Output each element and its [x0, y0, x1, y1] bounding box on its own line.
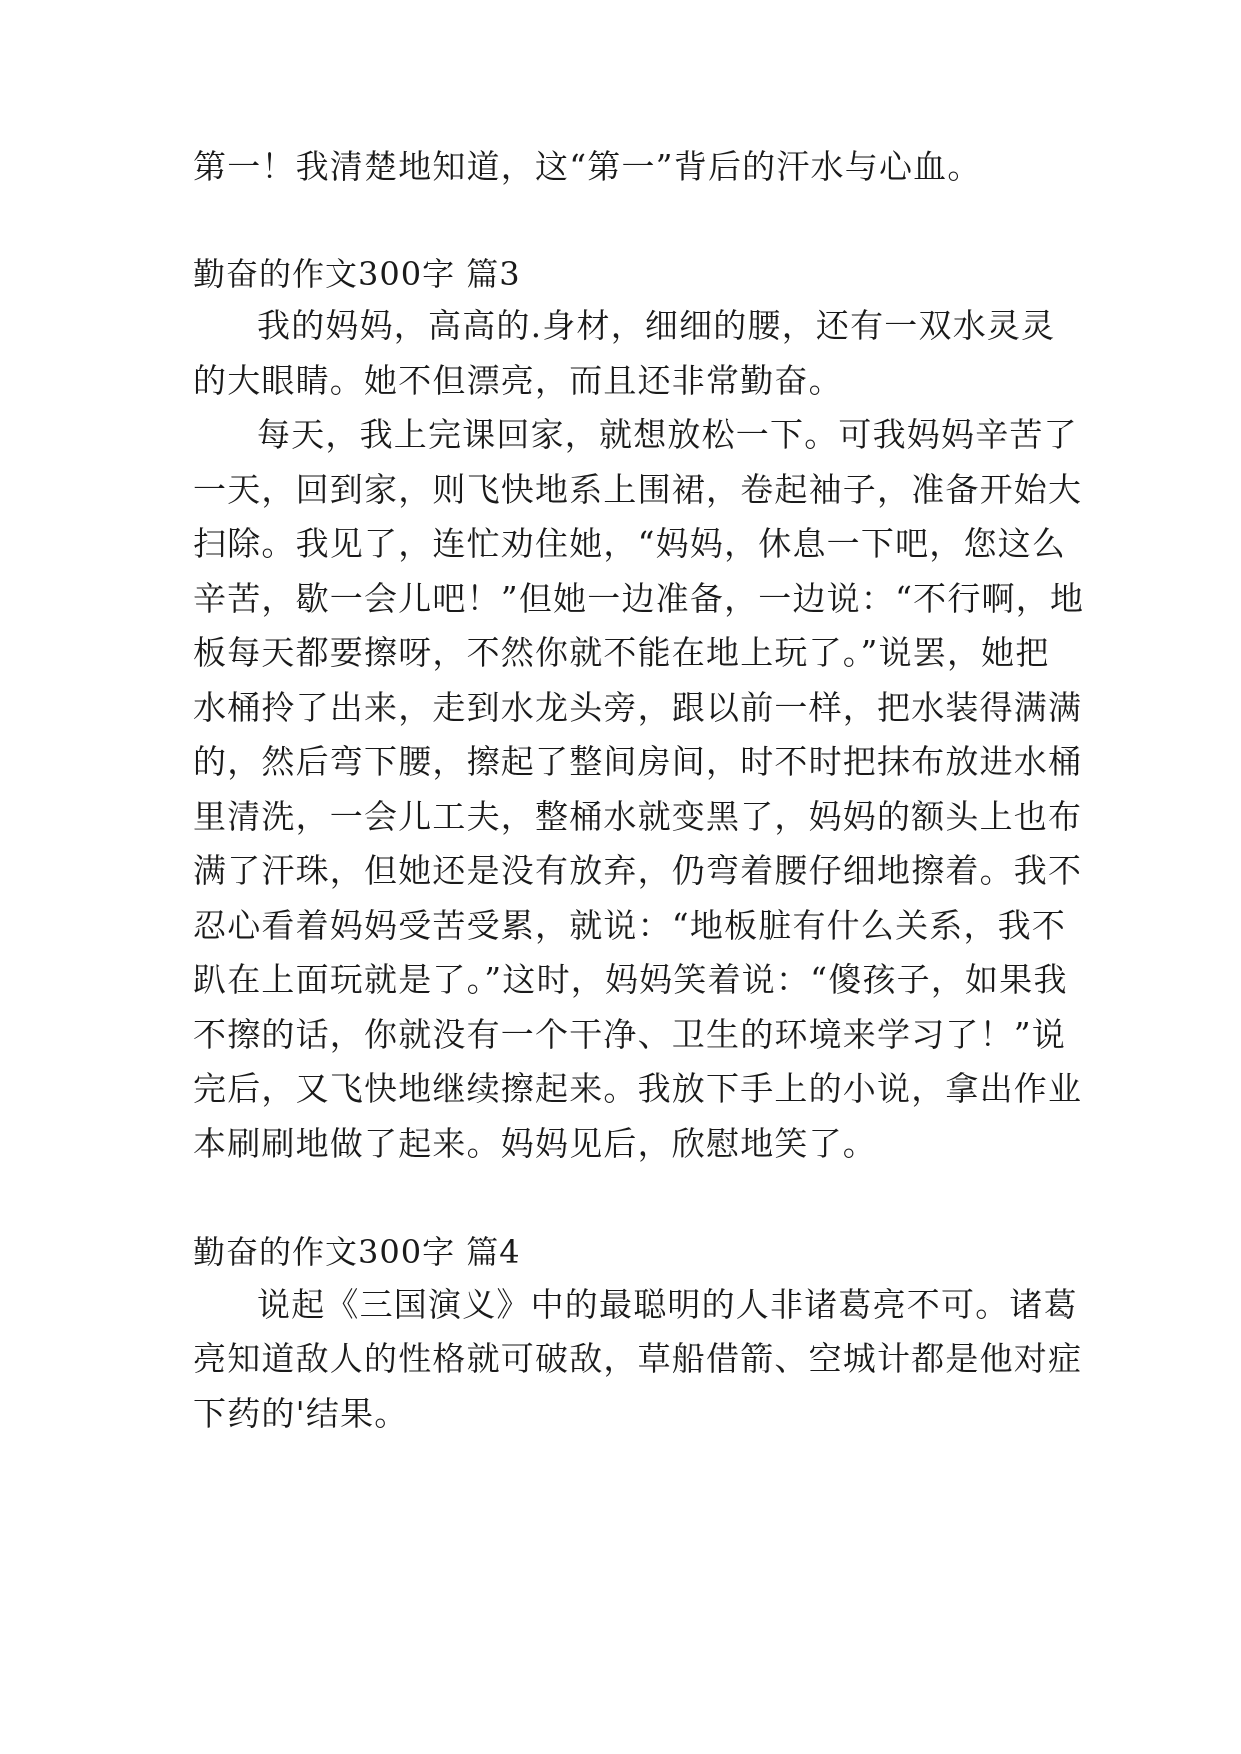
paragraph-line: 扫除。我见了，连忙劝住她，“妈妈，休息一下吧，您这么: [193, 524, 1067, 563]
paragraph-line: 里清洗，一会儿工夫，整桶水就变黑了，妈妈的额头上也布: [193, 797, 1083, 836]
paragraph-line: 一天，回到家，则飞快地系上围裙，卷起袖子，准备开始大: [193, 470, 1083, 509]
paragraph-line: 水桶拎了出来，走到水龙头旁，跟以前一样，把水装得满满: [193, 688, 1083, 727]
paragraph-line: 每天，我上完课回家，就想放松一下。可我妈妈辛苦了: [257, 415, 1078, 454]
section-heading: 勤奋的作文300字 篇4: [193, 1233, 521, 1271]
paragraph-line: 忍心看着妈妈受苦受累，就说：“地板脏有什么关系，我不: [193, 906, 1067, 945]
paragraph-line: 说起《三国演义》中的最聪明的人非诸葛亮不可。诸葛: [257, 1285, 1078, 1324]
paragraph-line: 的大眼睛。她不但漂亮，而且还非常勤奋。: [193, 361, 843, 400]
section-heading: 勤奋的作文300字 篇3: [193, 255, 521, 293]
paragraph-line: 我的妈妈，高高的.身材，细细的腰，还有一双水灵灵: [257, 306, 1056, 345]
paragraph-line: 下药的'结果。: [193, 1394, 409, 1433]
paragraph-line: 辛苦，歇一会儿吧！”但她一边准备，一边说：“不行啊，地: [193, 579, 1085, 618]
paragraph-line: 满了汗珠，但她还是没有放弃，仍弯着腰仔细地擦着。我不: [193, 851, 1083, 890]
paragraph-line: 趴在上面玩就是了。”这时，妈妈笑着说：“傻孩子，如果我: [193, 960, 1068, 999]
paragraph-line: 板每天都要擦呀，不然你就不能在地上玩了。”说罢，她把: [193, 633, 1050, 672]
paragraph-line: 本刷刷地做了起来。妈妈见后，欣慰地笑了。: [193, 1124, 877, 1163]
paragraph-line: 不擦的话，你就没有一个干净、卫生的环境来学习了！”说: [193, 1015, 1067, 1054]
paragraph-line: 完后，又飞快地继续擦起来。我放下手上的小说，拿出作业: [193, 1069, 1083, 1108]
intro-line: 第一！我清楚地知道，这“第一”背后的汗水与心血。: [193, 147, 982, 186]
paragraph-line: 的，然后弯下腰，擦起了整间房间，时不时把抹布放进水桶: [193, 742, 1083, 781]
paragraph-line: 亮知道敌人的性格就可破敌，草船借箭、空城计都是他对症: [193, 1339, 1083, 1378]
